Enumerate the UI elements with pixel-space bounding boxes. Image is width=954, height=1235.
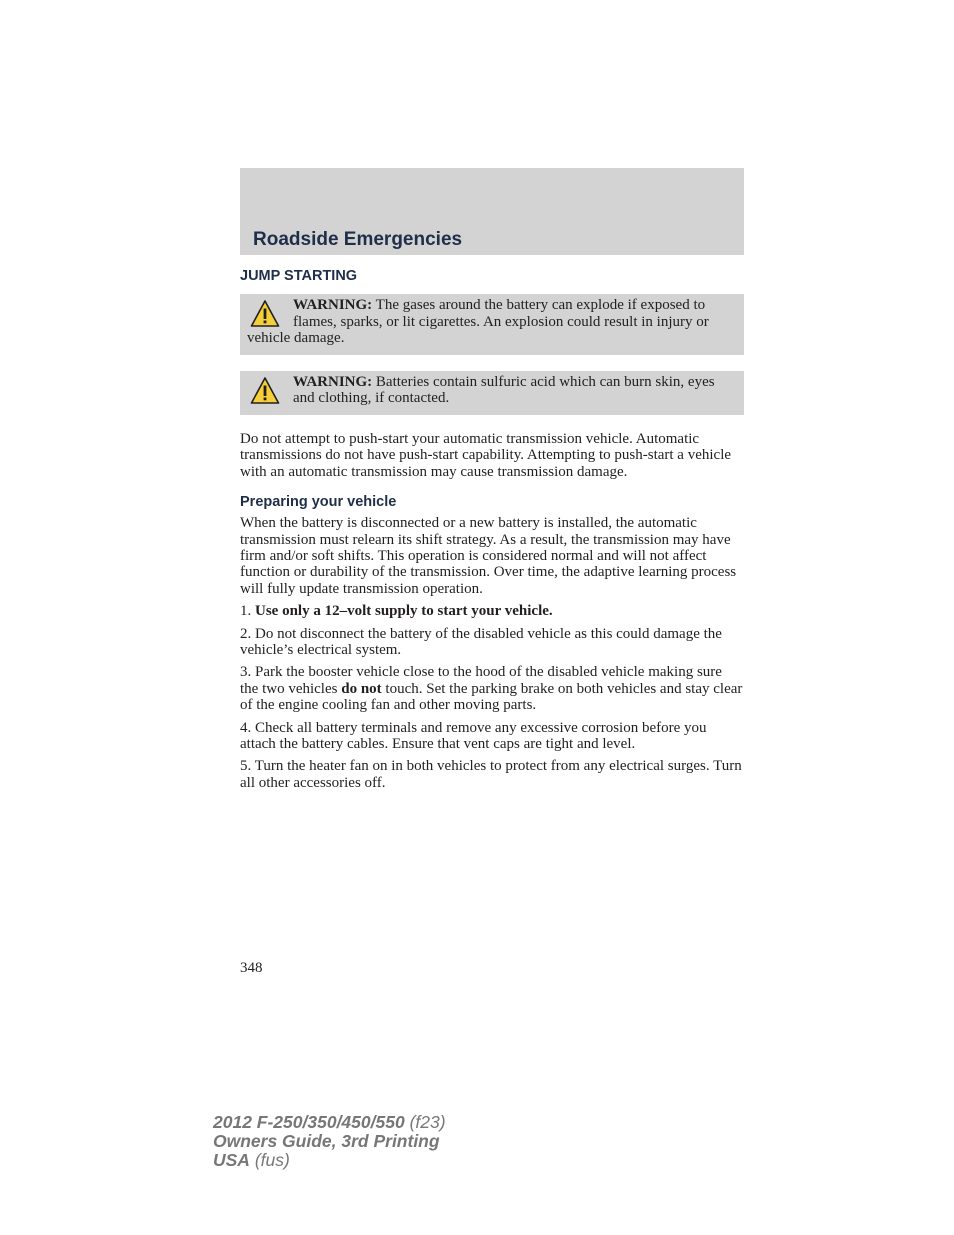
footer-region: USA	[213, 1150, 250, 1170]
footer-line-2: Owners Guide, 3rd Printing	[213, 1131, 440, 1151]
page-number: 348	[240, 960, 263, 976]
step-4: 4. Check all battery terminals and remove any excessive corrosion before you attach the battery cables. Ensure that vent caps are tight and level.	[240, 719, 707, 753]
step-1-bold: Use only a 12–volt supply to start your vehicle.	[255, 603, 553, 620]
warning-box-2	[240, 371, 744, 415]
step-2: 2. Do not disconnect the battery of the disabled vehicle as this could damage the vehicle’s electrical system.	[240, 625, 722, 659]
subheading: Preparing your vehicle	[240, 494, 397, 511]
section-header-band	[240, 168, 744, 255]
page-heading: JUMP STARTING	[240, 268, 358, 284]
warning-triangle-icon	[250, 299, 280, 329]
step-3-text-end: touch. Set the parking brake on both vehicles and stay clear of the engine cooling fan and other moving parts.	[240, 680, 743, 714]
step-3	[240, 664, 744, 713]
step-number: 1.	[240, 603, 255, 620]
step-1	[240, 603, 744, 619]
intro-paragraph: Do not attempt to push-start your automatic transmission vehicle. Automatic transmissions do not have push-start capability. Attempting to push-start a vehicle with an automatic transmission may cause transmission damage.	[240, 430, 732, 480]
warning-box-1	[240, 294, 744, 355]
warning-triangle-icon	[250, 376, 280, 406]
section-title: Roadside Emergencies	[253, 229, 463, 250]
step-3-text: 3. Park the booster vehicle close to the hood of the disabled vehicle making sure the two vehicles	[240, 664, 722, 697]
preparing-paragraph: When the battery is disconnected or a new battery is installed, the automatic transmission must relearn its shift strategy. As a result, the transmission may have firm and/or soft shifts. This operation is considered normal and will not affect function or durability of the transmission. Over time, the adaptive learning process will fully update transmission operation.	[240, 515, 737, 597]
warning-label: WARNING:	[293, 297, 373, 313]
footer-line-1	[213, 1113, 446, 1132]
footer-model: 2012 F-250/350/450/550	[213, 1112, 405, 1132]
step-5: 5. Turn the heater fan on in both vehicles to protect from any electrical surges. Turn all other accessories off.	[240, 758, 742, 791]
footer-model-code: (f23)	[404, 1112, 446, 1132]
warning-label: WARNING:	[293, 373, 373, 390]
step-3-bold: do not	[341, 680, 382, 697]
footer-line-3	[213, 1151, 446, 1170]
warning-text: The gases around the battery can explode if exposed to flames, sparks, or lit cigarettes. An explosion could result in injury or vehicle damage.	[247, 297, 709, 347]
warning-text: Batteries contain sulfuric acid which can burn skin, eyes and clothing, if contacted.	[293, 373, 715, 407]
footer-region-code: (fus)	[249, 1150, 290, 1170]
page-content	[240, 266, 744, 797]
footer	[213, 1113, 446, 1170]
